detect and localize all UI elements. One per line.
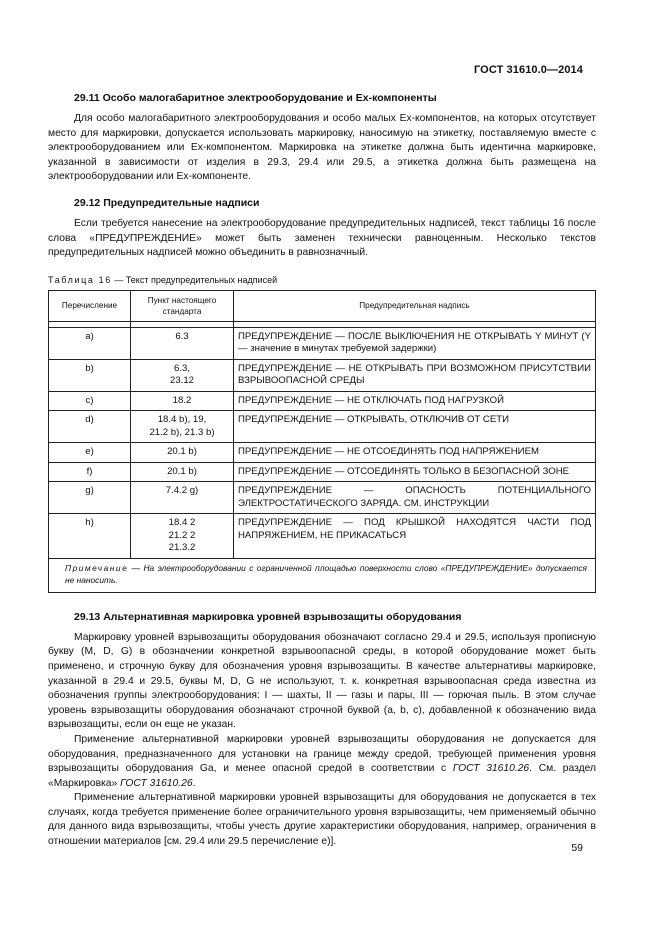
table-caption-label: Таблица 16 — [48, 274, 112, 285]
clause-cell: 20.1 b) — [131, 462, 234, 482]
warning-text-cell: ПРЕДУПРЕЖДЕНИЕ — ОПАСНОСТЬ ПОТЕНЦИАЛЬНОГО ЭЛЕКТРОСТАТИЧЕСКОГО ЗАРЯДА. СМ. ИНСТРУКЦИИ — [234, 482, 596, 514]
section-29-11-text: Для особо малогабаритного электрооборудования и особо малых Ex-компонентов, на которых отсутствует место для маркировки, допускается использовать маркировку, наносимую на этикетку, поставляемую вместе с электрооборудованием или Ex-компонентом. Маркировка на этикетке должна быть идентична маркировке, указанной в зависимости от изделия в 29.3, 29.4 или 29.5, а этикетка должна быть размещена на электрооборудовании или Ex-компоненте. — [48, 113, 596, 183]
table-row — [49, 391, 596, 411]
table-header-row — [49, 290, 596, 321]
paragraph-2-part-a: Применение альтернативной маркировки уровней взрывозащиты оборудования не допускается для оборудования, предназначенного для установки на границе между средой, требующей применения уровня взрывозащиты оборудования Ga, и менее опасной средой в соответствии с — [48, 733, 596, 775]
clause-cell: 18.4 2 21.2 2 21.3.2 — [131, 514, 234, 559]
warning-text-cell: ПРЕДУПРЕЖДЕНИЕ — НЕ ОТКЛЮЧАТЬ ПОД НАГРУЗКОЙ — [234, 391, 596, 411]
section-29-13-paragraph-1: Маркировку уровней взрывозащиты оборудования обозначают согласно 29.4 и 29.5, используя прописную букву (M, D, G) в обозначении конкретной взрывоопасной среды, в которой оборудование может быть применено, и строчную букву для обозначения уровня взрывозащиты. В качестве альтернативы маркировке, указанной в 29.4 и 29.5, буквы M, D, G не используют, т. к. конкретная взрывоопасная среда известна из обозначения группы электрооборудования: I — шахты, II — газы и пары, III — горючая пыль. В этом случае уровень взрывозащиты оборудования обозначают строчной буквой (a, b, c), добавленной к обозначению вида взрывозащиты, если он еще не указан. — [48, 631, 596, 731]
clause-cell: 6.3 — [131, 327, 234, 359]
column-header-clause: Пункт настоящего стандарта — [131, 290, 234, 321]
standard-reference: ГОСТ 31610.26 — [452, 763, 530, 775]
warning-text-cell: ПРЕДУПРЕЖДЕНИЕ — ОТКРЫВАТЬ, ОТКЛЮЧИВ ОТ СЕТИ — [234, 411, 596, 443]
table-row — [49, 514, 596, 559]
section-29-12-text: Если требуется нанесение на электрооборудование предупредительных надписей, текст таблицы 16 после слова «ПРЕДУПРЕЖДЕНИЕ» может быть заменен технически равноценным. Несколько текстов предупредительных надписей можно объединить в равнозначный. — [48, 217, 596, 259]
clause-cell: 18.4 b), 19, 21.2 b), 21.3 b) — [131, 411, 234, 443]
table-note-label: Примечание — [65, 562, 129, 573]
enumeration-cell: b) — [49, 359, 131, 391]
table-row — [49, 411, 596, 443]
enumeration-cell: h) — [49, 514, 131, 559]
clause-cell: 20.1 b) — [131, 443, 234, 463]
warning-text-cell: ПРЕДУПРЕЖДЕНИЕ — ПОД КРЫШКОЙ НАХОДЯТСЯ ЧАСТИ ПОД НАПРЯЖЕНИЕМ, НЕ ПРИКАСАТЬСЯ — [234, 514, 596, 559]
table-body — [49, 321, 596, 558]
table-row — [49, 462, 596, 482]
section-29-13-title: 29.13 Альтернативная маркировка уровней взрывозащиты оборудования — [74, 610, 462, 623]
warning-text-cell: ПРЕДУПРЕЖДЕНИЕ — НЕ ОТСОЕДИНЯТЬ ПОД НАПРЯЖЕНИЕМ — [234, 443, 596, 463]
table-row — [49, 359, 596, 391]
enumeration-cell: f) — [49, 462, 131, 482]
page-number: 59 — [571, 842, 583, 854]
paragraph-2-part-c: . — [192, 777, 196, 789]
warning-text-cell: ПРЕДУПРЕЖДЕНИЕ — ОТСОЕДИНЯТЬ ТОЛЬКО В БЕЗОПАСНОЙ ЗОНЕ — [234, 462, 596, 482]
paragraph-2-part-b: . См. раздел «Маркировка» — [48, 763, 596, 789]
enumeration-cell: d) — [49, 411, 131, 443]
enumeration-cell: e) — [49, 443, 131, 463]
document-code: ГОСТ 31610.0—2014 — [473, 64, 583, 76]
standard-reference: ГОСТ 31610.26 — [120, 777, 193, 789]
warning-text-cell: ПРЕДУПРЕЖДЕНИЕ — НЕ ОТКРЫВАТЬ ПРИ ВОЗМОЖНОМ ПРИСУТСТВИИ ВЗРЫВООПАСНОЙ СРЕДЫ — [234, 359, 596, 391]
page-content — [48, 92, 596, 850]
table-caption — [48, 275, 596, 285]
table-note-text: — На электрооборудовании с ограниченной площадью поверхности слово «ПРЕДУПРЕЖДЕНИЕ» допускается не наносить. — [65, 562, 587, 585]
clause-cell: 6.3, 23.12 — [131, 359, 234, 391]
table-note-row — [49, 558, 596, 592]
table-note — [49, 558, 596, 592]
enumeration-cell: a) — [49, 327, 131, 359]
table-caption-text: — Текст предупредительных надписей — [111, 274, 278, 285]
column-header-enumeration: Перечисление — [49, 290, 131, 321]
table-row — [49, 327, 596, 359]
enumeration-cell: c) — [49, 391, 131, 411]
clause-cell: 18.2 — [131, 391, 234, 411]
clause-cell: 7.4.2 g) — [131, 482, 234, 514]
column-header-warning-text: Предупредительная надпись — [234, 290, 596, 321]
warning-text-cell: ПРЕДУПРЕЖДЕНИЕ — ПОСЛЕ ВЫКЛЮЧЕНИЯ НЕ ОТКРЫВАТЬ Y МИНУТ (Y — значение в минутах требуемой задержки) — [234, 327, 596, 359]
warnings-table — [48, 290, 596, 593]
section-29-11-title: 29.11 Особо малогабаритное электрооборудование и Ex-компоненты — [74, 92, 437, 104]
section-29-12-title: 29.12 Предупредительные надписи — [74, 196, 260, 209]
section-29-13-paragraph-3: Применение альтернативной маркировки уровней взрывозащиты для оборудования не допускается в тех случаях, когда требуется применение более ограничительного уровня взрывозащиты, чем применяемый обычно для данного вида взрывозащиты, чтобы учесть другие характеристики оборудования, например, ограничения в отношении материалов [см. 29.4 или 29.5 перечисление e)]. — [48, 792, 596, 848]
table-row — [49, 482, 596, 514]
enumeration-cell: g) — [49, 482, 131, 514]
section-29-13-paragraph-2 — [48, 733, 596, 791]
table-row — [49, 443, 596, 463]
